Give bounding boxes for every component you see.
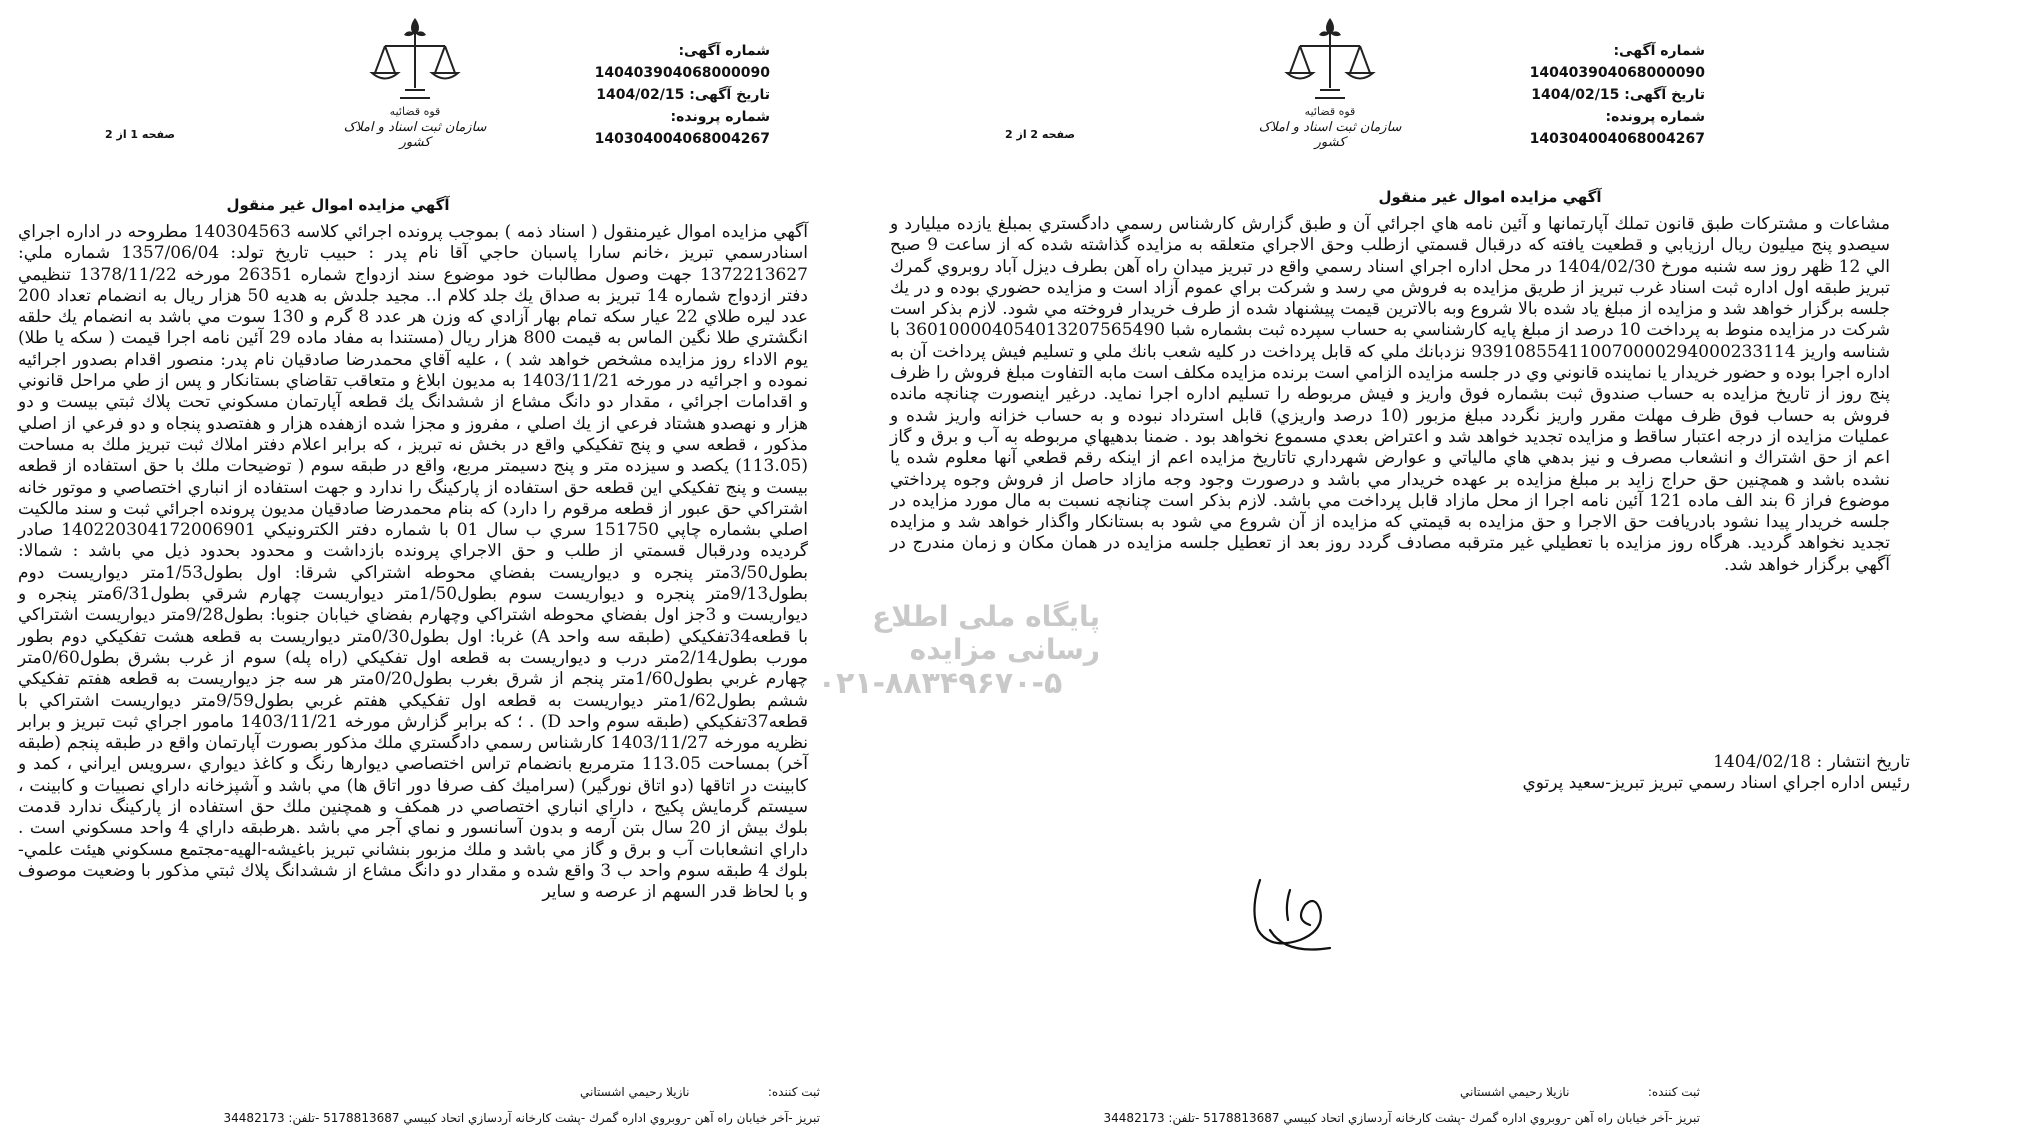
handwritten-signature-icon xyxy=(1230,870,1350,964)
page-number: صفحه 2 از 2 xyxy=(1005,128,1076,141)
judiciary-emblem-icon xyxy=(1245,18,1415,148)
signatory: رئيس اداره اجراي اسناد رسمي تبريز تبريز-سعيد پرتوي xyxy=(1522,773,1910,793)
announcement-title: آگهي مزايده اموال غير منقول xyxy=(1378,188,1602,206)
organization-name: سازمان ثبت اسناد و املاک کشور xyxy=(343,120,487,150)
registrar-name: نازيلا رحيمي اشستاني xyxy=(1460,1085,1570,1099)
announcement-body: مشاعات و مشتركات طبق قانون تملك آپارتمانها و آئين نامه هاي اجرائي آن و طبق گزارش كارشناس رسمي دادگستري بمبلغ يازده ميليارد و سيصدو پنج ميليون ريال ارزيابي و قطعيت يافته كه درقبال قسمتي ازطلب وحق الاجراي متعلقه به مزايده گذاشته شده كه از ساعت 9 صبح الي 12 ظهر روز سه شنبه مورخ 1404/02/30 در محل اداره اجراي اسناد رسمي واقع در تبريز ميدان راه آهن بطرف ديزل آباد روبروي گمرك تبريز طبقه اول اداره ثبت اسناد غرب تبريز از طريق مزايده به فروش مي رسد و شركت براي عموم آزاد است و مزايده حضوري بوده و در يك جلسه برگزار خواهد شد و مزايده از مبلغ ياد شده بالا شروع وبه بالاترين قيمت پيشنهاد شده از طرف خريدار فروخته مي شود. لازم بذكر است شركت در مزايده منوط به پرداخت 10 درصد از مبلغ پايه كارشناسي به حساب سپرده ثبت بشماره شبا 360100004054013207565490 با شناسه واريز 939108554110070000294000233114 نزدبانك ملي كه قابل پرداخت در كليه شعب بانك ملي و تسليم فيش پرداخت آن به اداره اجرا بوده و حضور خريدار يا نماينده قانوني وي در جلسه مزايده الزامي است برنده مزايده مكلف است مابه التفاوت مبلغ فروش را ظرف پنج روز از تاريخ مزايده به حساب صندوق ثبت بشماره فوق واريز و فيش مربوطه را تسليم اداره اجرا نمايد. درغير اينصورت چنانچه مانده فروش به حساب فوق ظرف مهلت مقرر واريز نگردد مبلغ مزبور (10 درصد واريزي) قابل استرداد نبوده و به حساب خزانه واريز شده و عمليات مزايده از درجه اعتبار ساقط و مزايده تجديد خواهد شد و اعتراض بعدي مسموع نخواهد بود . ضمنا بدهيهاي مربوطه به آب و برق و گاز اعم از حق اشتراك و انشعاب مصرف و نيز بدهي هاي مالياتي و عوارض شهرداري تاتاريخ مزايده اعم از اينكه رقم قطعي آنها معلوم شده يا نشده باشد و همچنين حق حراج زايد بر مبلغ مزايده بر عهده خريدار مي باشد و درصورت وجود وجه مازاد حاصل از فروش وجوه پرداختي موضوع فراز 6 بند الف ماده 121 آئين نامه اجرا از محل مازاد قابل پرداخت مي باشد. لازم بذكر است چنانچه نسبت به مال مورد مزايده در جلسه خريدار پيدا نشود بادريافت حق الاجرا و حق مزايده به قيمتي كه مزايده از آن شروع مي شود به بستانكار واگذار خواهد شد و مزايده تجديد نخواهد گرديد. هرگاه روز مزايده با تعطيلي غير مترقبه مصادف گردد روز بعد از تعطيل جلسه مزايده در همان مكان و زمان مندرج در آگهي برگزار خواهد شد. xyxy=(890,214,1891,575)
ad-date: تاریخ آگهی: 1404/02/15 xyxy=(1531,87,1705,103)
page-footer xyxy=(1060,1085,1700,1125)
watermark-phone: ۰۲۱-۸۸۳۴۹۶۷۰-۵ xyxy=(817,666,1063,701)
registrar-name: نازيلا رحيمي اشستاني xyxy=(580,1085,690,1099)
ad-number: شماره آگهی: 140403904068000090 xyxy=(1529,43,1705,81)
file-number: شماره پرونده: 140304004068004267 xyxy=(594,109,770,147)
ad-date: تاریخ آگهی: 1404/02/15 xyxy=(596,87,770,103)
publish-date: تاريخ انتشار : 1404/02/18 xyxy=(1713,752,1910,772)
organization-name: سازمان ثبت اسناد و املاک کشور xyxy=(1258,120,1402,150)
svg-text:قوه قضائيه: قوه قضائيه xyxy=(389,105,441,118)
svg-text:قوه قضائيه: قوه قضائيه xyxy=(1304,105,1356,118)
registrar-label: ثبت كننده: xyxy=(767,1085,820,1099)
registrar-label: ثبت كننده: xyxy=(1647,1085,1700,1099)
ad-number: شماره آگهی: 140403904068000090 xyxy=(594,43,770,81)
office-address: تبريز -آخر خيابان راه آهن -روبروي اداره گمرك -پشت كارخانه آردسازي اتحاد كبيسي 5178813687 -تلفن: 34482173 xyxy=(1103,1111,1700,1125)
ad-meta xyxy=(1455,40,1705,150)
file-number: شماره پرونده: 140304004068004267 xyxy=(1529,109,1705,147)
announcement-closing xyxy=(1090,752,1910,794)
page-number: صفحه 1 از 2 xyxy=(105,128,176,141)
office-address: تبريز -آخر خيابان راه آهن -روبروي اداره گمرك -پشت كارخانه آردسازي اتحاد كبيسي 5178813687 -تلفن: 34482173 xyxy=(223,1111,820,1125)
announcement-title: آگهي مزايده اموال غير منقول xyxy=(226,196,450,214)
watermark-text: پایگاه ملی اطلاع رسانی مزایده xyxy=(872,600,1100,666)
announcement-body: آگهي مزايده اموال غيرمنقول ( اسناد ذمه ) بموجب پرونده اجرائي كلاسه 140304563 مطروحه در اداره اجراي اسنادرسمي تبريز ،خانم سارا پاسبان حاجي آقا نام پدر : حبيب تاريخ تولد: 1357/06/04 شماره ملي: 1372213627 جهت وصول مطالبات خود موضوع سند ازدواج شماره 26351 مورخه 1378/11/22 تنظيمي دفتر ازدواج شماره 14 تبريز به صداق يك جلد كلام ا.. مجيد جلدش به هديه 50 هزار ريال به انضمام تعداد 200 عدد ليره طلاي 22 عيار سكه تمام بهار آزادي كه وزن هر عدد 8 گرم و 130 سوت مي باشد به انضمام يك حلقه انگشتري طلا نگين الماس به قيمت 800 هزار ريال (مستندا به مفاد ماده 29 آئين نامه اجرا قيمت ( سكه يا طلا) يوم الاداء روز مزايده مشخص خواهد شد ) ، عليه آقاي محمدرضا صادقيان نام پدر: منصور اقدام بصدور اجرائيه نموده و اجرائيه در مورخه 1403/11/21 به مديون ابلاغ و متعاقب تقاضاي بستانكار و پس از طي مراحل قانوني و اقدامات اجرائي ، مقدار دو دانگ مشاع از ششدانگ يك قطعه آپارتمان مسكوني تحت پلاك ثبتي بيست و دو هزار و نهصدو هشتاد فرعي از يك اصلي ، مفروز و مجزا شده ازهفده هزار و هفتصدو پنجاه و دو فرعي از اصلي مذكور ، قطعه سي و پنج تفكيكي واقع در بخش نه تبريز ، كه برابر اعلام دفتر املاك ثبت تبريز ملك به مساحت (113.05) يكصد و سيزده متر و پنج دسيمتر مربع، واقع در طبقه سوم ( توضيحات ملك با حق استفاده از قطعه بيست و پنج تفكيكي اين قطعه حق استفاده از پاركينگ را ندارد و جهت استفاده از انباري اختصاصي و موتور خانه اشتراكي حق عبور از قطعه مرقوم را دارد) كه بنام محمدرضا صادقيان مديون پرونده اجرائي ثبت و سند مالكيت اصلي بشماره چاپي 151750 سري ب سال 01 با شماره دفتر الكترونيكي 140220304172006901 صادر گرديده ودرقبال قسمتي از طلب و حق الاجراي پرونده بازداشت و محدود بحدود ذيل مي باشد : شمالا: بطول3/50متر پنجره و ديواريست بفضاي محوطه اشتراكي شرقا: اول بطول1/53متر ديواريست دوم بطول9/13متر پنجره و ديواريست سوم بطول1/50متر ديواريست چهارم شرقي بطول6/31متر پنجره و ديواريست و 3جز اول بفضاي محوطه اشتراكي وچهارم بفضاي خيابان جنوبا: بطول9/28متر ديواريست اشتراكي با قطعه34تفكيكي (طبقه سه واحد A) غربا: اول بطول0/30متر ديواريست به قطعه هشت تفكيكي دوم بطور مورب بطول2/14متر درب و ديواريست به قطعه اول تفكيكي (راه پله) سوم از غرب بشرق بطول0/60متر چهارم غربي بطول1/60متر پنجم از شرق بغرب بطول0/20متر هر سه جز ديواريست به قطعه هفتم تفكيكي ششم بطول1/62متر ديواريست به قطعه اول تفكيكي هفتم غربي بطول9/59متر ديواريست اشتراكي با قطعه37تفكيكي (طبقه سوم واحد D) . ؛ كه برابر گزارش مورخه 1403/11/21 مامور اجراي ثبت تبريز و برابر نظريه مورخه 1403/11/27 كارشناس رسمي دادگستري ملك مذكور بصورت آپارتمان واقع در طبقه پنجم (طبقه آخر) بمساحت 113.05 مترمربع بانضمام تراس اختصاصي ديوارها رنگ و كاغذ ديواري ،سرويس ايراني ، كمد و كابينت در اتاقها (دو اتاق نورگير) (سراميك كف صرفا دور اتاق ها) مي باشد و آشپزخانه داراي نصبيات و كابينت ، سيستم گرمايش پكيج ، داراي انباري اختصاصي در همكف و همچنين ملك حق استفاده از پاركينگ ندارد قدمت بلوك بيش از 20 سال بتن آرمه و بدون آسانسور و نماي آجر مي باشد .هرطبقه داراي 4 واحد مسكوني است . داراي انشعابات آب و برق و گاز مي باشد و ملك مزبور بنشاني تبريز باغيشه-الهيه-مجتمع مسكوني هيئت علمي- بلوك 4 طبقه سوم واحد ب 3 واقع شده و مقدار دو دانگ مشاع از ششدانگ پلاك ثبتي مذكور با وضعيت موصوف و با لحاظ قدر السهم از عرصه و ساير xyxy=(18,222,809,903)
